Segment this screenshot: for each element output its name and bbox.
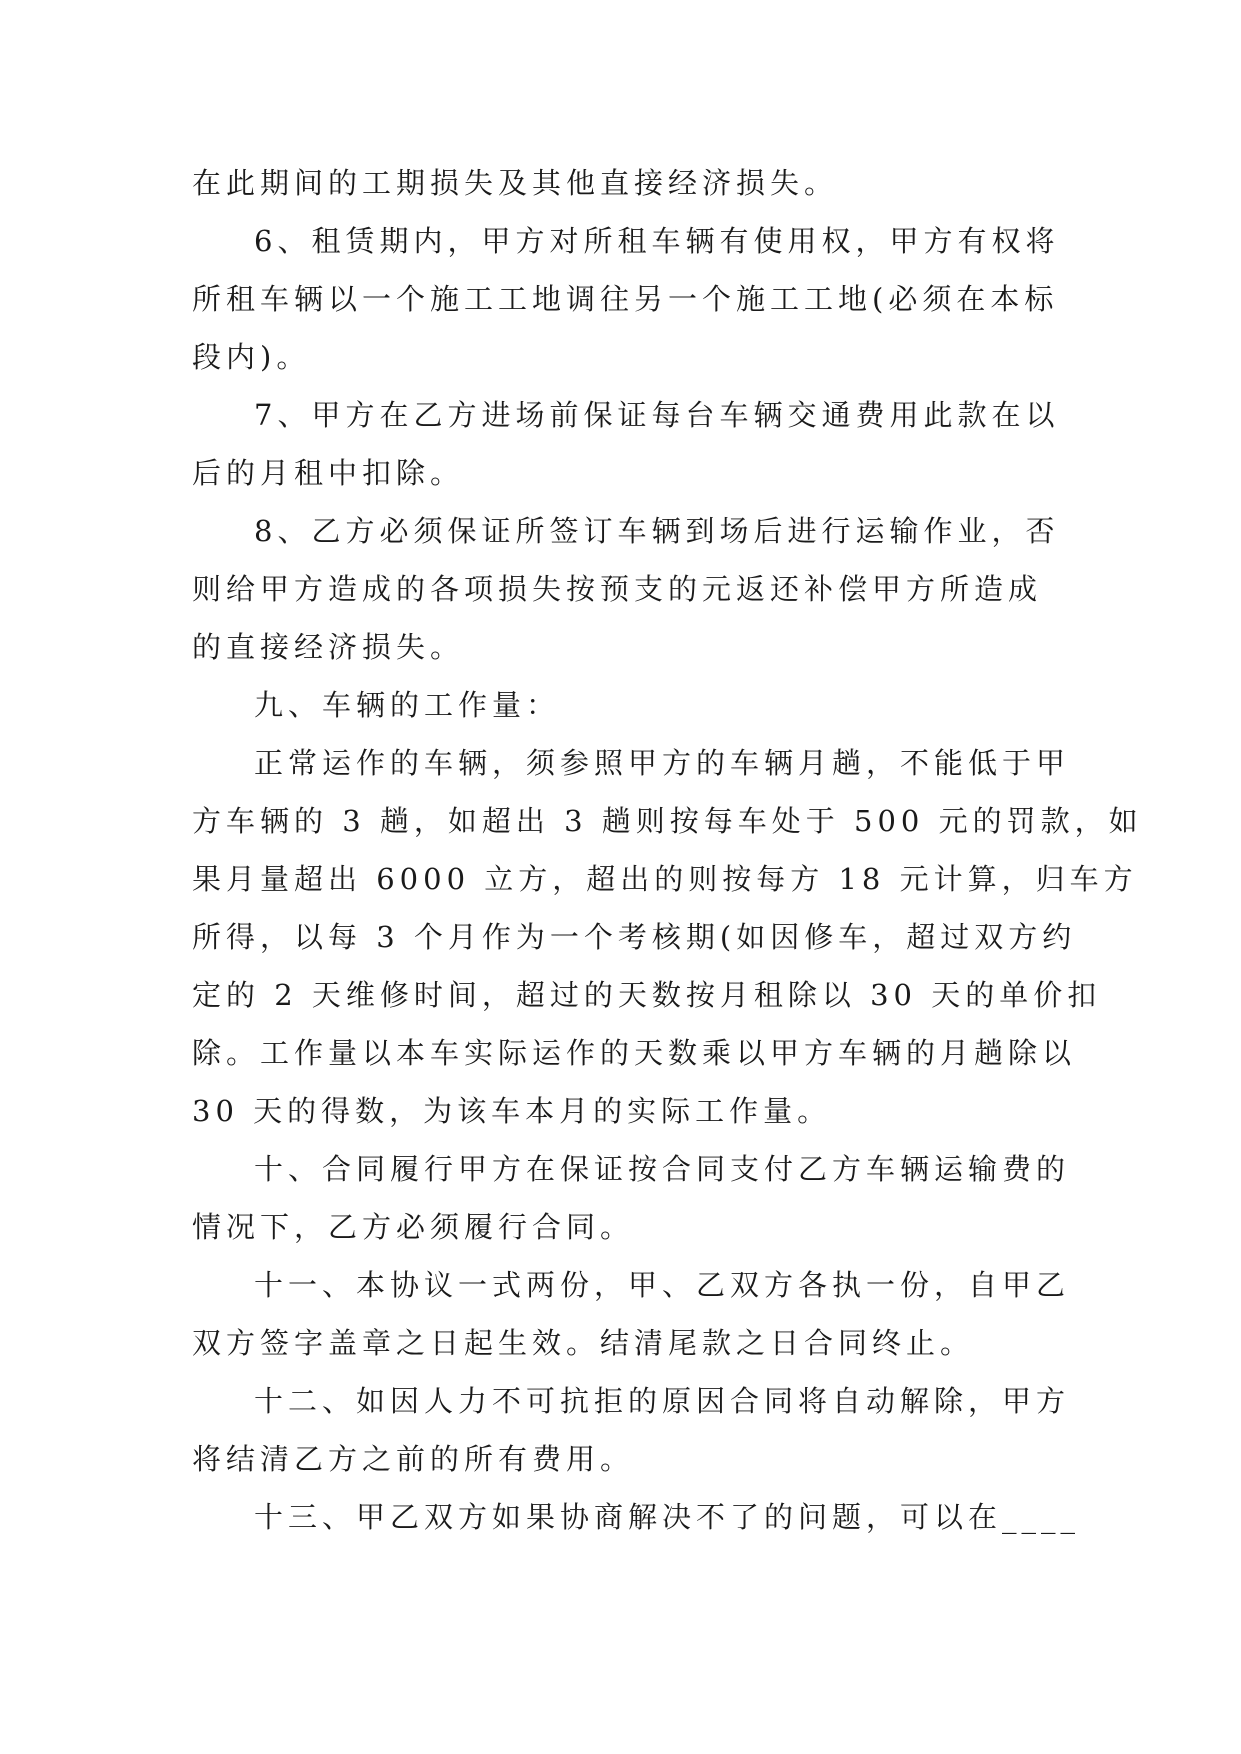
text-line: 的直接经济损失。 bbox=[192, 630, 465, 664]
text-line: 6、租赁期内，甲方对所租车辆有使用权，甲方有权将 bbox=[254, 224, 1060, 258]
text-line: 后的月租中扣除。 bbox=[192, 456, 465, 490]
section-heading: 九、车辆的工作量： bbox=[254, 688, 561, 722]
text-line: 正常运作的车辆，须参照甲方的车辆月趟，不能低于甲 bbox=[254, 746, 1071, 780]
text-line: 果月量超出 6000 立方，超出的则按每方 18 元计算，归车方 bbox=[192, 862, 1138, 896]
text-line: 情况下，乙方必须履行合同。 bbox=[192, 1210, 635, 1244]
text-line: 十三、甲乙双方如果协商解决不了的问题，可以在____ bbox=[254, 1500, 1081, 1534]
text-line: 十、合同履行甲方在保证按合同支付乙方车辆运输费的 bbox=[254, 1152, 1071, 1186]
text-line: 除。工作量以本车实际运作的天数乘以甲方车辆的月趟除以 bbox=[192, 1036, 1077, 1070]
text-line: 7、甲方在乙方进场前保证每台车辆交通费用此款在以 bbox=[254, 398, 1060, 432]
text-line: 段内)。 bbox=[192, 340, 311, 374]
text-line: 双方签字盖章之日起生效。结清尾款之日合同终止。 bbox=[192, 1326, 975, 1360]
text-line: 在此期间的工期损失及其他直接经济损失。 bbox=[192, 166, 839, 200]
text-line: 8、乙方必须保证所签订车辆到场后进行运输作业，否 bbox=[254, 514, 1060, 548]
text-line: 十一、本协议一式两份，甲、乙双方各执一份，自甲乙 bbox=[254, 1268, 1071, 1302]
text-line: 所得，以每 3 个月作为一个考核期(如因修车，超过双方约 bbox=[192, 920, 1077, 954]
text-line: 30 天的得数，为该车本月的实际工作量。 bbox=[192, 1094, 832, 1128]
text-line: 则给甲方造成的各项损失按预支的元返还补偿甲方所造成 bbox=[192, 572, 1043, 606]
text-line: 所租车辆以一个施工工地调往另一个施工工地(必须在本标 bbox=[192, 282, 1059, 316]
document-page bbox=[192, 154, 1143, 1546]
text-line: 方车辆的 3 趟，如超出 3 趟则按每车处于 500 元的罚款，如 bbox=[192, 804, 1143, 838]
text-line: 定的 2 天维修时间，超过的天数按月租除以 30 天的单价扣 bbox=[192, 978, 1102, 1012]
text-line: 十二、如因人力不可抗拒的原因合同将自动解除，甲方 bbox=[254, 1384, 1071, 1418]
text-line: 将结清乙方之前的所有费用。 bbox=[192, 1442, 635, 1476]
